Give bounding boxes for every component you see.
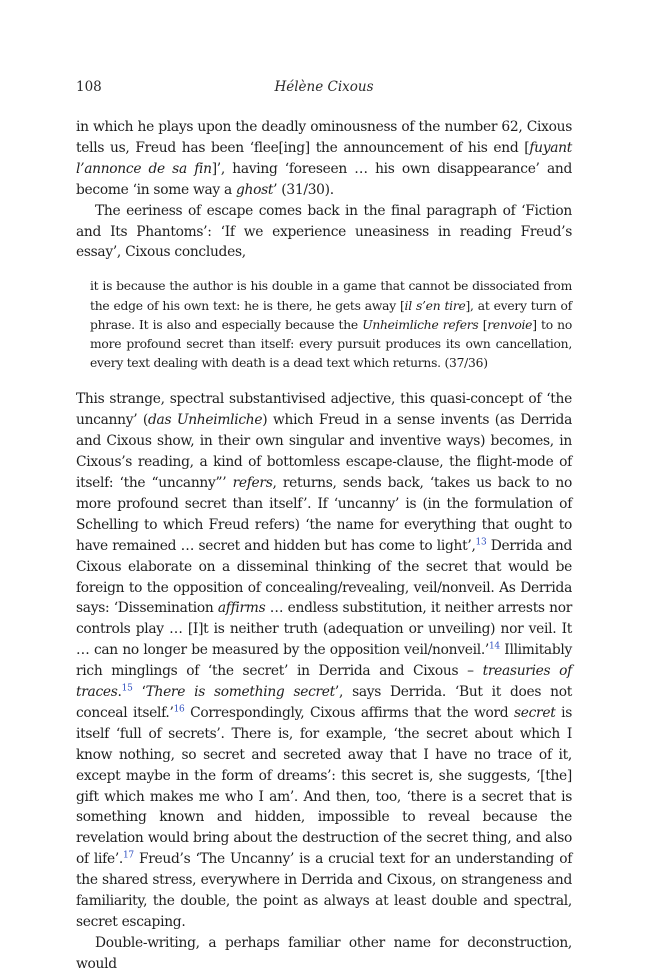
main-text [76,117,572,975]
block-quote-text: it is because the author is his double in a game that cannot be dissociated from the edge of his own text: he is there, he gets away [il s’en tire], at every turn of phrase. It is also and especially because the Unheimliche refers [renvoie] to no more profound secret than itself: every pursuit produces its own cancellation, every text dealing with death is a dead text which returns. (37/36) [90,279,572,371]
block-quote [90,277,572,373]
paragraph-1: in which he plays upon the deadly ominousness of the number 62, Cixous tells us, Freud has been ‘flee[ing] the announcement of his end [fuyant l’annonce de sa fin]’, having ‘foreseen … his own disappearance’ and become ‘in some way a ghost’ (31/30). [76,119,572,198]
page-number: 108 [76,79,102,95]
paragraph-3: This strange, spectral substantivised adjective, this quasi-concept of ‘the uncanny’ (das Unheimliche) which Freud in a sense invents (as Derrida and Cixous show, in their own singular and inventive ways) becomes, in Cixous’s reading, a kind of bottomless escape-clause, the flight-mode of itself: ‘the “uncanny”’ refers, returns, sends back, ‘takes us back to no more profound secret than itself’. If ‘uncanny’ is (in the formulation of Schelling to which Freud refers) ‘the name for everything that ought to have remained … secret and hidden but has come to light’,$^{13}$ Derrida and Cixous elaborate on a disseminal thinking of the secret that would be foreign to the opposition of concealing/revealing, veil/nonveil. As Derrida says: ‘Dissemination affirms … endless substitution, it neither arrests nor controls play … [I]t is neither truth (adequation or unveiling) nor veil. It … can no longer be measured by the opposition veil/nonveil.’$^{14}$ Illimitably rich minglings of ‘the secret’ in Derrida and Cixous – treasuries of traces.$^{15}$ ‘There is something secret’, says Derrida. ‘But it does not conceal itself.’$^{16}$ Correspondingly, Cixous affirms that the word secret is itself ‘full of secrets’. There is, for example, ‘the secret about which I know nothing, so secret and secreted away that I have no trace of it, except maybe in the form of dreams’: this secret is, she suggests, ‘[the] gift which makes me who I am’. And then, too, ‘there is a secret that is something known and hidden, impossible to reveal because the revelation would bring about the destruction of the secret thing, and also of life’.$^{17}$ Freud’s ‘The Uncanny’ is a crucial text for an understanding of the shared stress, everywhere in Derrida and Cixous, on strangeness and familiarity, the double, the point as always at least double and spectral, secret escaping. [76,391,573,931]
paragraph-2: The eeriness of escape comes back in the final paragraph of ‘Fiction and Its Phantoms’: ‘If we experience uneasiness in reading Freud’s essay’, Cixous concludes, [76,202,572,261]
running-header [76,79,572,99]
paragraph-4: Double-writing, a perhaps familiar other name for deconstruction, would [76,934,572,972]
running-title: Hélène Cixous [274,79,374,95]
